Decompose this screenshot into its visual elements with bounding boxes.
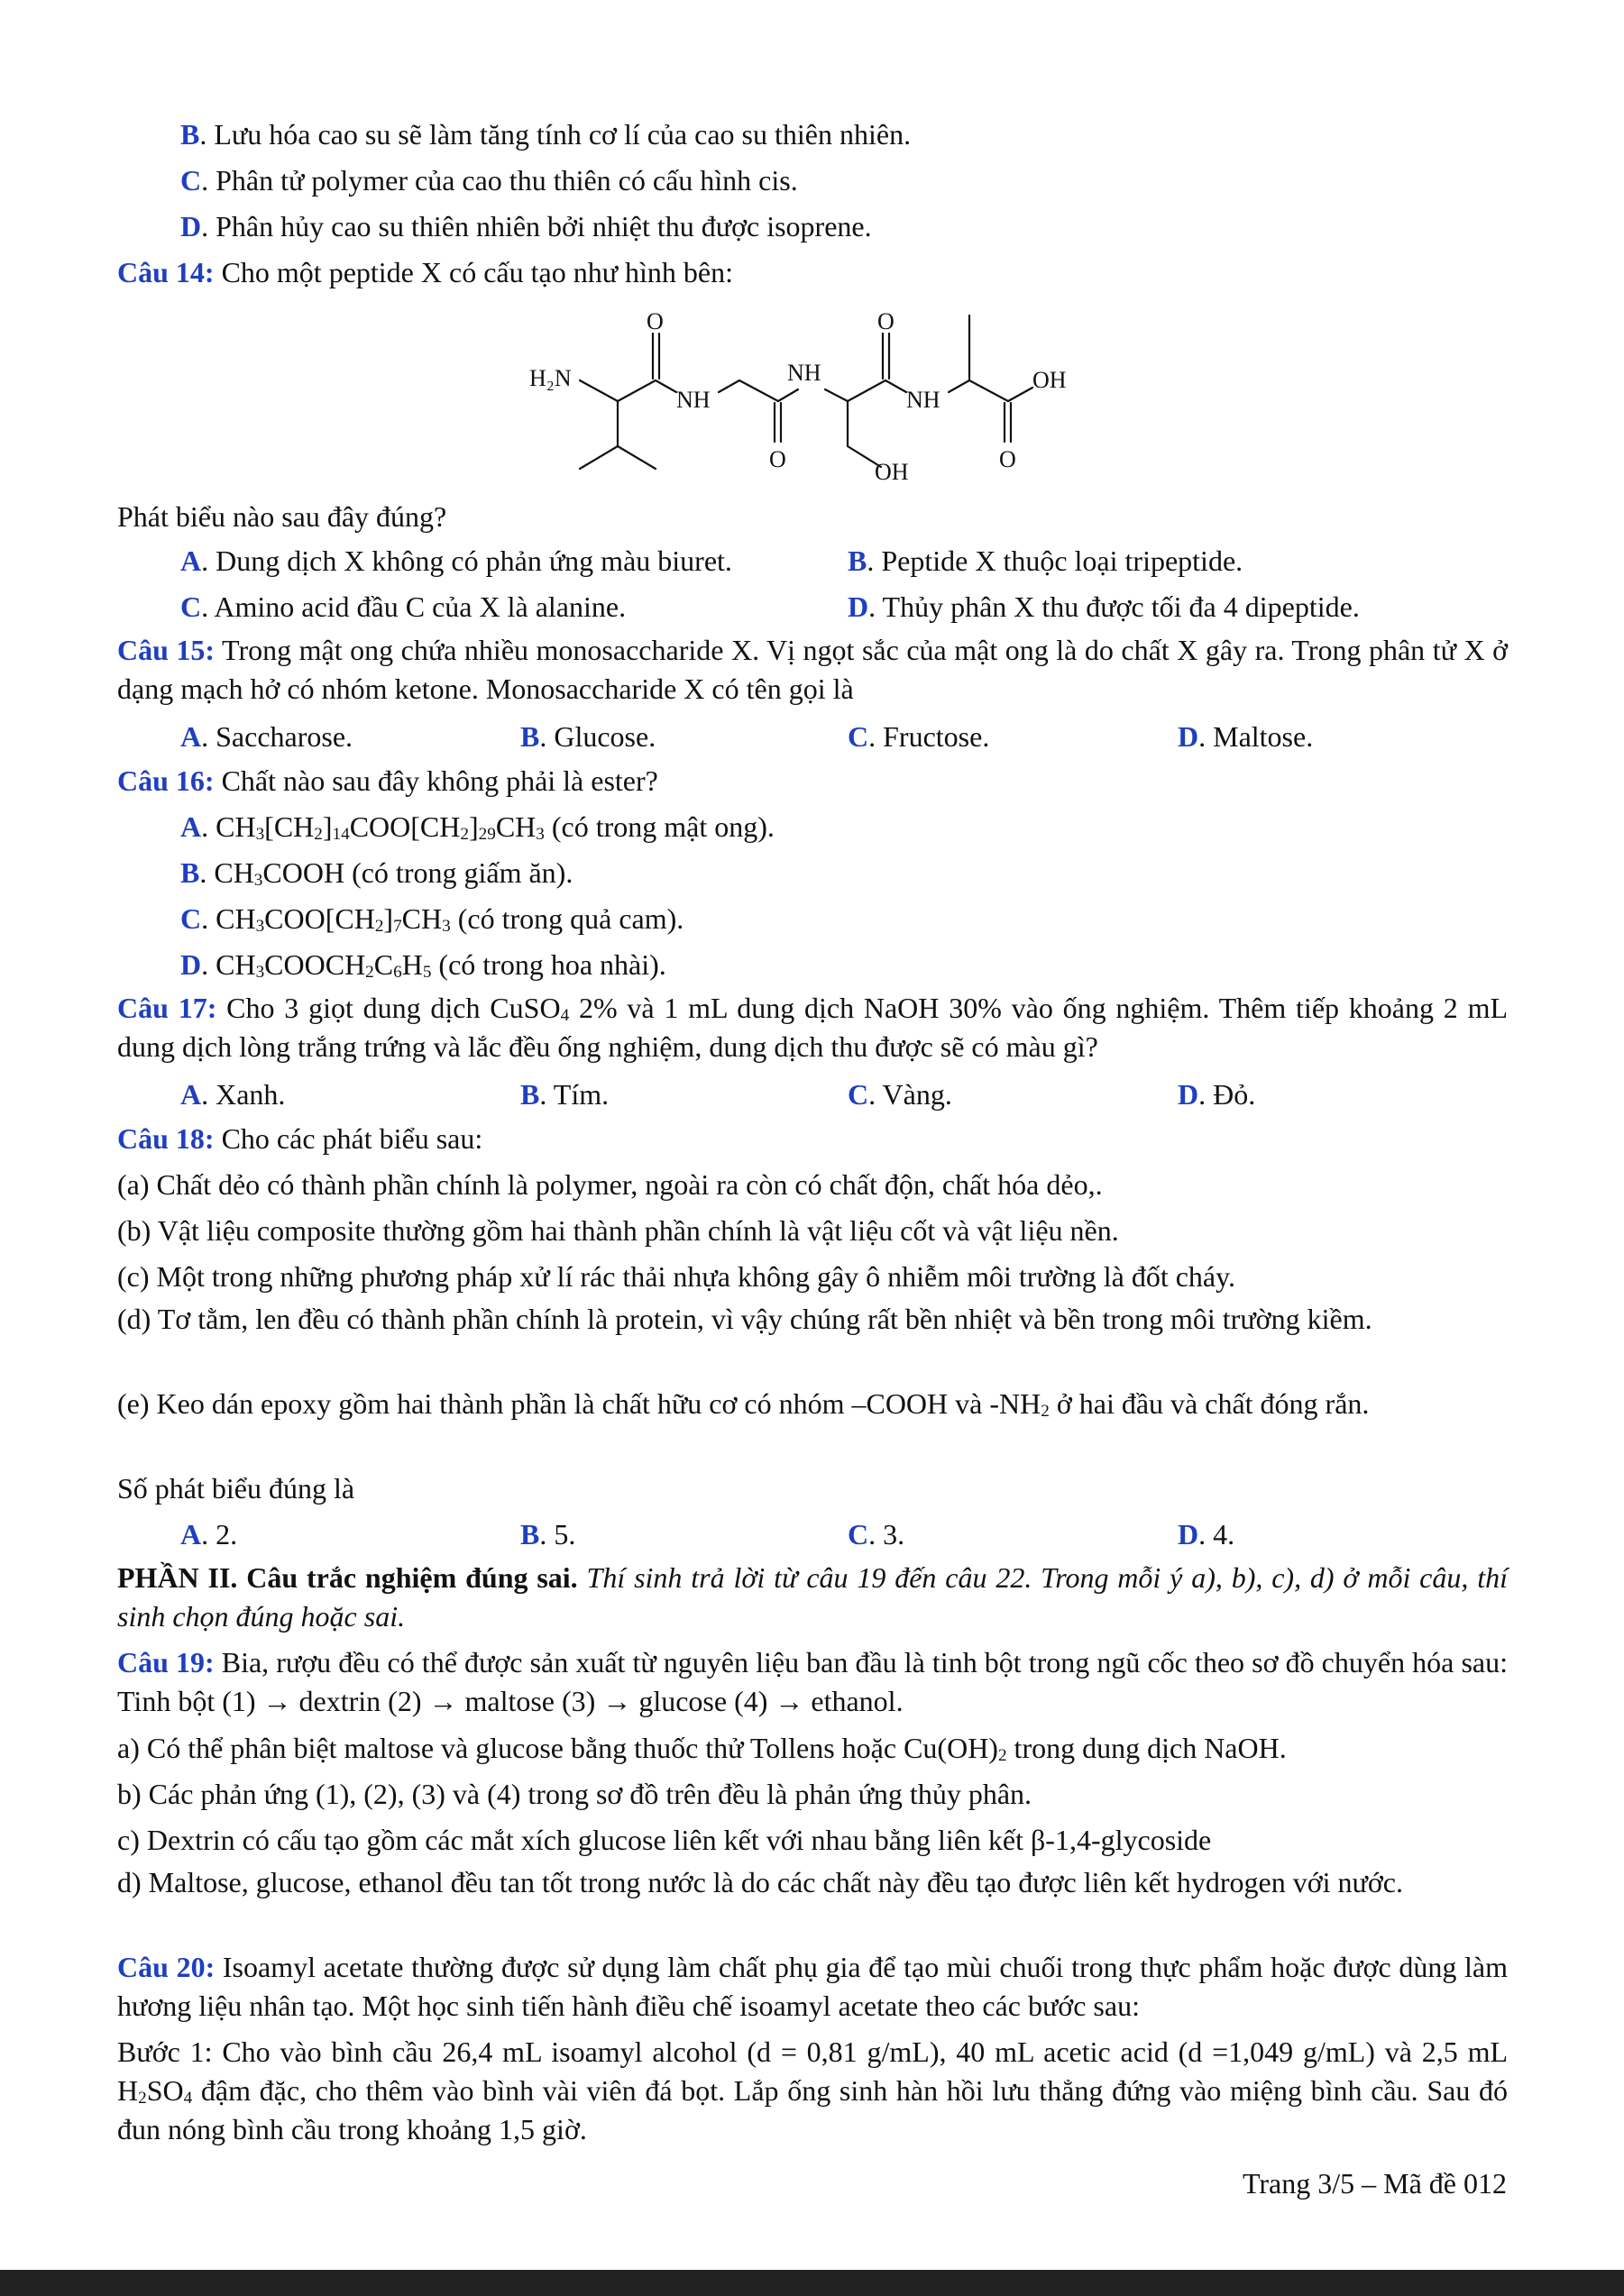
option-label: D <box>1178 1078 1199 1111</box>
q15-option-b <box>520 718 656 756</box>
step-text-end: đậm đặc, cho thêm vào bình vài viên đá bọt. Lắp ống sinh hàn hồi lưu thẳng đứng vào miệng bình cầu. Sau đó đun nóng bình cầu trong khoảng 1,5 giờ. <box>117 2074 1508 2146</box>
q17-option-b <box>520 1075 609 1114</box>
option-text: . Maltose. <box>1198 720 1314 753</box>
q14-option-b <box>848 542 1243 581</box>
option-label: D <box>180 948 202 981</box>
carbonyl-o-label: O <box>647 308 664 334</box>
hydroxyl-oh-label: OH <box>875 459 909 482</box>
option-label: C <box>848 720 869 753</box>
q18-statement-b: (b) Vật liệu composite thường gồm hai thành phần chính là vật liệu cốt và vật liệu nền. <box>117 1214 1119 1247</box>
option-label: C <box>180 164 202 197</box>
question-label: Câu 15: <box>117 634 216 666</box>
q18-question: Số phát biểu đúng là <box>117 1472 355 1505</box>
option-label: A <box>180 720 202 753</box>
q15-option-c <box>848 718 989 756</box>
carbonyl-o-label: O <box>769 446 786 472</box>
question-label: Câu 14: <box>117 256 215 288</box>
q18-option-d <box>1178 1515 1234 1554</box>
carboxyl-oh-label: OH <box>1032 367 1067 393</box>
q18-option-b <box>520 1515 575 1554</box>
part2-instructions: Thí sinh trả lời từ câu 19 đến câu 22. Trong mỗi ý a), b), c), d) ở mỗi câu, thí sinh chọn đúng hoặc sai. <box>117 1561 1509 1633</box>
q17-option-c <box>848 1075 952 1114</box>
option-label: A <box>180 1078 202 1111</box>
question-text: Chất nào sau đây không phải là ester? <box>214 764 658 797</box>
q16-option-c: C. $CH_3COO[CH_2]_7CH_3$ (có trong quả cam). <box>180 902 684 936</box>
option-text: . Thủy phân X thu được tối đa 4 dipeptide. <box>868 590 1360 623</box>
question-text: Cho một peptide X có cấu tạo như hình bên: <box>214 256 734 288</box>
option-label: A <box>180 1518 202 1550</box>
option-note: (có trong giấm ăn). <box>344 856 573 889</box>
step-text-cont: SO <box>146 2074 184 2108</box>
option-note: (có trong hoa nhài). <box>431 948 666 981</box>
q19-stem <box>117 1643 1508 1721</box>
option-text: . Phân tử polymer của cao thu thiên có cấu hình cis. <box>201 164 798 197</box>
option-text: . Glucose. <box>539 720 656 753</box>
q19-statement-b: b) Các phản ứng (1), (2), (3) và (4) trong sơ đồ trên đều là phản ứng thủy phân. <box>117 1778 1032 1810</box>
statement-text: (e) Keo dán epoxy gồm hai thành phần là chất hữu cơ có nhóm –COOH và -NH <box>117 1387 1041 1420</box>
option-text: . Lưu hóa cao su sẽ làm tăng tính cơ lí của cao su thiên nhiên. <box>199 118 912 151</box>
q18-option-a <box>180 1515 237 1554</box>
option-label: A <box>180 544 202 577</box>
page-footer: Trang 3/5 – Mã đề 012 <box>1242 2167 1507 2200</box>
option-text: . Dung dịch X không có phản ứng màu biuret. <box>201 544 732 577</box>
carbonyl-o-label: O <box>877 308 895 334</box>
q14-stem <box>117 253 1508 292</box>
statement-text-cont: ở hai đầu và chất đóng rắn. <box>1049 1387 1370 1420</box>
option-text: . Vàng. <box>868 1078 952 1111</box>
question-label: Câu 17: <box>117 992 217 1024</box>
bottom-border-bar <box>0 2270 1624 2296</box>
q19-statement-d: d) Maltose, glucose, ethanol đều tan tốt trong nước là do các chất này đều tạo được liên kết hydrogen với nước. <box>117 1866 1403 1898</box>
question-text: Cho 3 giọt dung dịch CuSO <box>216 992 561 1024</box>
carbonyl-o-label: O <box>999 446 1016 472</box>
q13-option-b <box>180 115 1506 154</box>
amide-nh-label: NH <box>906 387 940 413</box>
part2-heading <box>117 1559 1508 1636</box>
q18-option-c <box>848 1515 904 1554</box>
q19-statement-c: c) Dextrin có cấu tạo gồm các mắt xích glucose liên kết với nhau bằng liên kết β-1,4-glycoside <box>117 1824 1212 1856</box>
option-text: . Amino acid đầu C của X là alanine. <box>201 590 627 623</box>
q13-option-c <box>180 161 1506 200</box>
q16-stem <box>117 762 1508 800</box>
option-text: . Đỏ. <box>1198 1078 1256 1111</box>
q18-statement-d: (d) Tơ tằm, len đều có thành phần chính là protein, vì vậy chúng rất bền nhiệt và bền trong môi trường kiềm. <box>117 1303 1372 1335</box>
q17-stem: Câu 17: Cho 3 giọt dung dịch CuSO$_4$ 2% và 1 mL dung dịch NaOH 30% vào ống nghiệm. Thêm tiếp khoảng 2 mL dung dịch lòng trắng trứng và lắc đều ống nghiệm, dung dịch thu được sẽ có màu gì? <box>117 992 1509 1064</box>
question-text: Bia, rượu đều có thể được sản xuất từ nguyên liệu ban đầu là tinh bột trong ngũ cốc theo sơ đồ chuyển hóa sau: Tinh bột (1) → dextrin (2) → maltose (3) → glucose (4) → ethanol. <box>117 1646 1509 1718</box>
q18-statement-c: (c) Một trong những phương pháp xử lí rác thải nhựa không gây ô nhiễm môi trường là đốt cháy. <box>117 1260 1236 1293</box>
q18-statement-a: (a) Chất dẻo có thành phần chính là polymer, ngoài ra còn có chất độn, chất hóa dẻo,. <box>117 1168 1103 1201</box>
q17-option-d <box>1178 1075 1255 1114</box>
amide-nh-label: NH <box>787 360 821 386</box>
question-text: Isoamyl acetate thường được sử dụng làm chất phụ gia để tạo mùi chuối trong thực phẩm hoặc được dùng làm hương liệu nhân tạo. Một học sinh tiến hành điều chế isoamyl acetate theo các bước sau: <box>117 1951 1509 2023</box>
option-label: C <box>848 1518 869 1550</box>
option-label: C <box>180 590 202 623</box>
question-label: Câu 16: <box>117 764 215 797</box>
option-label: C <box>180 902 202 935</box>
option-text: . Fructose. <box>868 720 990 753</box>
option-text: . 4. <box>1198 1518 1235 1550</box>
option-label: A <box>180 810 202 843</box>
h2n-label: H₂N <box>529 365 572 391</box>
option-text: . 2. <box>201 1518 238 1550</box>
statement-text: a) Có thể phân biệt maltose và glucose bằng thuốc thử Tollens hoặc Cu(OH) <box>117 1732 998 1764</box>
option-text: . Tím. <box>539 1078 610 1111</box>
question-label: Câu 19: <box>117 1646 215 1679</box>
option-label: B <box>520 1518 540 1550</box>
option-text: . Phân hủy cao su thiên nhiên bởi nhiệt thu được isoprene. <box>201 210 872 242</box>
option-note: (có trong quả cam). <box>450 902 684 935</box>
option-label: D <box>180 210 202 242</box>
statement-text-cont: trong dung dịch NaOH. <box>1006 1732 1287 1764</box>
option-label: D <box>1178 720 1199 753</box>
q14-question: Phát biểu nào sau đây đúng? <box>117 500 447 533</box>
q14-option-a <box>180 542 732 581</box>
q14-option-d <box>848 588 1360 627</box>
q17-option-a <box>180 1075 285 1114</box>
option-label: B <box>520 720 540 753</box>
peptide-structure-svg <box>528 297 1096 482</box>
q13-option-d <box>180 207 1506 246</box>
option-label: D <box>848 590 869 623</box>
question-text: Cho các phát biểu sau: <box>214 1122 483 1155</box>
question-label: Câu 18: <box>117 1122 215 1155</box>
q19-statement-a: a) Có thể phân biệt maltose và glucose bằng thuốc thử Tollens hoặc $Cu(OH)_2$ trong dung dịch NaOH. <box>117 1732 1287 1765</box>
q16-option-d: D. $CH_3COOCH_2C_6H_5$ (có trong hoa nhài). <box>180 948 666 982</box>
q16-option-b: B. $CH_3COOH$ (có trong giấm ăn). <box>180 856 573 890</box>
option-label: D <box>1178 1518 1199 1550</box>
q20-step-1: Bước 1: Cho vào bình cầu 26,4 mL isoamyl alcohol (d = 0,81 g/mL), 40 mL acetic acid (d =1,049 g/mL) và 2,5 mL $H_2SO_4$ đậm đặc, cho thêm vào bình vài viên đá bọt. Lắp ống sinh hàn hồi lưu thẳng đứng vào miệng bình cầu. Sau đó đun nóng bình cầu trong khoảng 1,5 giờ. <box>117 2035 1508 2146</box>
question-text-cont: 2% và 1 mL dung dịch NaOH 30% vào ống nghiệm. Thêm tiếp khoảng 2 mL dung dịch lòng trắng trứng và lắc đều ống nghiệm, dung dịch thu được sẽ có màu gì? <box>117 992 1509 1064</box>
question-label: Câu 20: <box>117 1951 216 1983</box>
option-label: B <box>180 856 200 889</box>
option-text: . Peptide X thuộc loại tripeptide. <box>867 544 1243 577</box>
option-text: . 5. <box>539 1518 576 1550</box>
question-text: Trong mật ong chứa nhiều monosaccharide X. Vị ngọt sắc của mật ong là do chất X gây ra. Trong phân tử X ở dạng mạch hở có nhóm ketone. Monosaccharide X có tên gọi là <box>117 634 1509 706</box>
q15-option-a <box>180 718 353 756</box>
amide-nh-label: NH <box>676 387 711 413</box>
q15-option-d <box>1178 718 1313 756</box>
option-text: . Xanh. <box>201 1078 286 1111</box>
option-text: . 3. <box>868 1518 905 1550</box>
q14-option-c <box>180 588 626 627</box>
q16-option-a: A. $CH_3[CH_2]_{14}COO[CH_2]_{29}CH_3$ (có trong mật ong). <box>180 810 775 844</box>
q15-stem <box>117 631 1508 709</box>
option-text: . Saccharose. <box>201 720 353 753</box>
option-label: B <box>520 1078 540 1111</box>
part2-title: PHẦN II. Câu trắc nghiệm đúng sai. <box>117 1561 578 1594</box>
q20-stem <box>117 1948 1508 2026</box>
option-label: B <box>180 118 200 151</box>
option-label: B <box>848 544 867 577</box>
step-text: Bước 1: Cho vào bình cầu 26,4 mL isoamyl alcohol (d = 0,81 g/mL), 40 mL acetic acid (d =1,049 g/mL) và 2,5 mL H <box>117 2035 1508 2108</box>
option-label: C <box>848 1078 869 1111</box>
option-note: (có trong mật ong). <box>544 810 775 843</box>
q18-stem <box>117 1120 1508 1158</box>
peptide-structure-figure <box>528 297 1096 482</box>
q18-statement-e: (e) Keo dán epoxy gồm hai thành phần là chất hữu cơ có nhóm –COOH và $-NH_2$ ở hai đầu và chất đóng rắn. <box>117 1387 1370 1421</box>
